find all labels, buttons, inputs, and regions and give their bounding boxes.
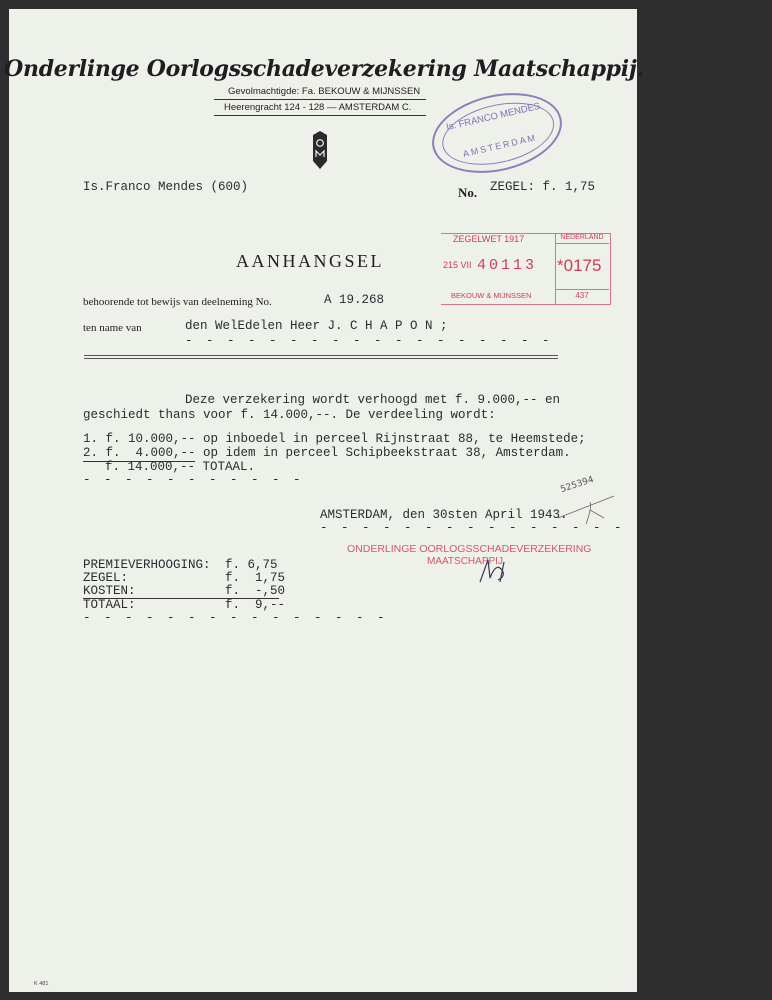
allocation-total: f. 14.000,-- TOTAAL.	[105, 460, 256, 474]
address-line: Heerengracht 124 - 128 — AMSTERDAM C.	[224, 102, 412, 113]
dashed-underline: - - - - - - - - - - - - - - - - - - - - - -	[320, 521, 772, 535]
policy-number: A 19.268	[324, 293, 385, 307]
allocation-item-1: 1. f. 10.000,-- op inboedel in perceel Rijnstraat 88, te Heemstede;	[83, 432, 586, 446]
company-stamp-line2: MAATSCHAPPIJ	[427, 556, 503, 567]
company-stamp-line1: ONDERLINGE OORLOGSSCHADEVERZEKERING	[347, 543, 592, 555]
meter-serial: 40113	[477, 257, 538, 274]
body-line-1: Deze verzekering wordt verhoogd met f. 9.000,-- en	[185, 393, 561, 407]
separator-rule	[84, 358, 558, 359]
meter-top-text: ZEGELWET 1917	[453, 234, 525, 244]
allocation-item-2: 2. f. 4.000,-- op idem in perceel Schipbeekstraat 38, Amsterdam.	[83, 446, 571, 460]
dashed-underline: - - - - - - - - - - - - - - -	[83, 611, 388, 625]
dashed-underline: - - - - - - - - - - - - - - - - - -	[185, 334, 553, 348]
number-label: No.	[458, 185, 478, 200]
cost-label: PREMIEVERHOOGING:	[83, 558, 211, 572]
name-label: ten name van	[83, 322, 142, 334]
handwritten-note: 525394	[559, 474, 596, 496]
cost-label: KOSTEN:	[83, 584, 136, 598]
cost-label: ZEGEL:	[83, 571, 129, 585]
stamp-name: Is. FRANCO MENDES	[445, 100, 542, 134]
form-code: K 481	[34, 981, 49, 987]
cost-value: f. 6,75	[225, 558, 278, 572]
meter-date: 215 VII	[443, 260, 472, 270]
zegel-amount: ZEGEL: f. 1,75	[490, 180, 596, 194]
letterhead-rule	[214, 115, 426, 116]
monogram-logo	[311, 131, 329, 169]
cost-value: f. -,50	[225, 584, 286, 598]
client-reference: Is.Franco Mendes (600)	[83, 180, 249, 194]
signature-scrawl	[476, 556, 516, 586]
meter-country: NEDERLAND	[560, 234, 604, 241]
cost-value: f. 9,--	[225, 598, 286, 612]
agents-line: Gevolmachtigde: Fa. BEKOUW & MIJNSSEN	[228, 86, 421, 97]
belonging-label: behoorende tot bewijs van deelneming No.	[83, 296, 272, 308]
meter-amount: *0175	[557, 256, 602, 275]
letterhead-rule	[214, 99, 426, 100]
stamp-city: AMSTERDAM	[462, 132, 538, 160]
insured-name: den WelEdelen Heer J. C H A P O N ;	[185, 319, 448, 333]
body-line-2: geschiedt thans voor f. 14.000,--. De verdeeling wordt:	[83, 408, 496, 422]
separator-rule	[84, 355, 558, 356]
meter-code: 437	[575, 291, 589, 300]
cost-label: TOTAAL:	[83, 598, 136, 612]
pencil-mark	[556, 488, 616, 528]
dashed-underline: - - - - - - - - - - -	[83, 473, 304, 487]
franking-meter-stamp	[441, 233, 609, 303]
cost-value: f. 1,75	[225, 571, 286, 585]
document-title: AANHANGSEL	[236, 251, 384, 271]
company-name: Onderlinge Oorlogsschadeverzekering Maatschappij.	[4, 56, 644, 82]
meter-firm: BEKOUW & MIJNSSEN	[451, 291, 532, 300]
place-and-date: AMSTERDAM, den 30sten April 1943.	[320, 508, 568, 522]
